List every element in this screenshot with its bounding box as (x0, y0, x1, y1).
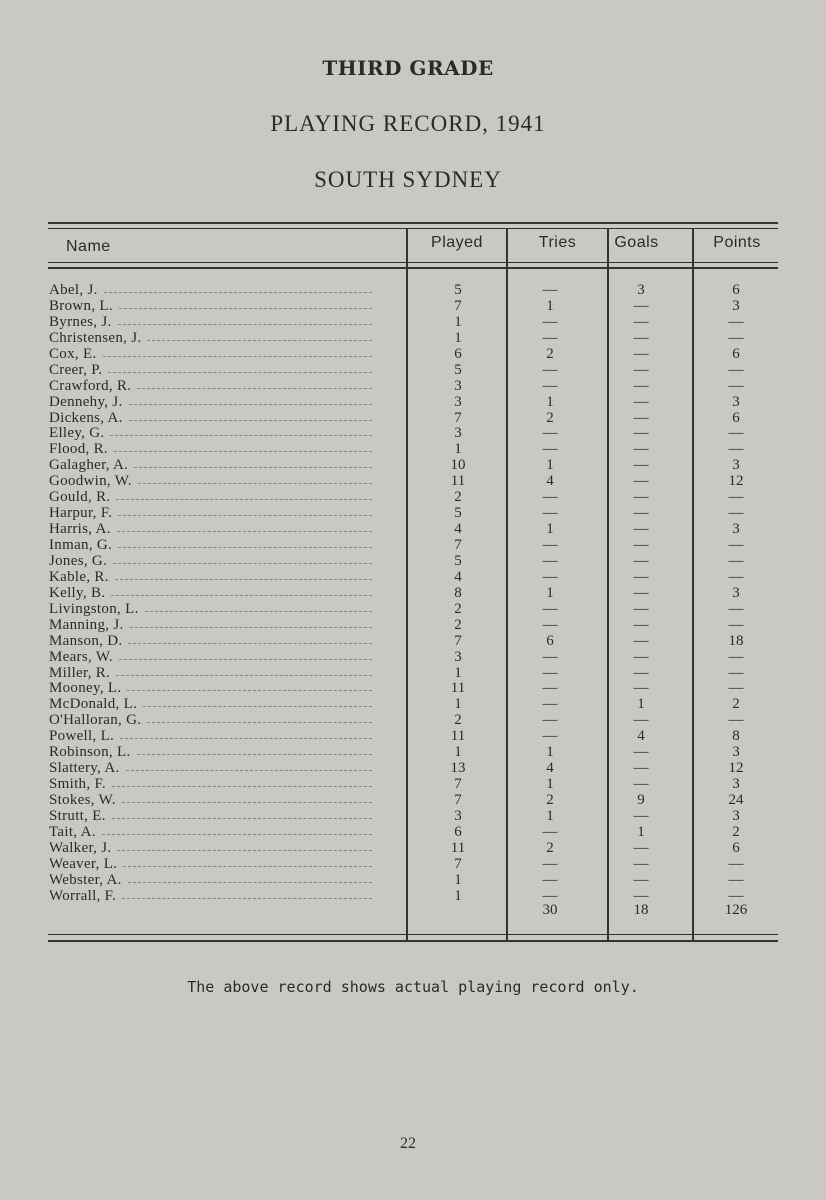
goals-cell: — (633, 393, 649, 410)
table-row (0, 458, 826, 474)
table-row (0, 522, 826, 538)
tries-cell: 1 (546, 776, 554, 793)
dotted-leader (104, 292, 372, 293)
record-title: PLAYING RECORD, 1941 (270, 111, 546, 136)
player-name: Tait, A. (49, 823, 96, 840)
table-row (0, 586, 826, 602)
header-points: Points (713, 234, 761, 251)
total-tries: 30 (542, 902, 558, 918)
player-name: Miller, R. (49, 664, 111, 681)
dotted-leader (110, 435, 372, 436)
goals-cell: — (633, 473, 649, 490)
tries-cell: 2 (546, 345, 554, 362)
points-cell: — (728, 855, 744, 872)
played-cell: 1 (454, 887, 462, 904)
played-cell: 1 (454, 744, 462, 761)
dotted-leader (118, 515, 372, 516)
tries-cell: 1 (546, 584, 554, 601)
player-name: Kable, R. (49, 568, 109, 585)
table-row (0, 538, 826, 554)
dotted-leader (145, 611, 372, 612)
dotted-leader (114, 451, 372, 452)
played-cell: 1 (454, 313, 462, 330)
club-title: SOUTH SYDNEY (314, 167, 502, 192)
played-cell: 2 (454, 600, 462, 617)
table-row (0, 379, 826, 395)
tries-cell: — (542, 313, 558, 330)
player-name: Harris, A. (49, 521, 111, 538)
table-row (0, 745, 826, 761)
player-name: Livingston, L. (49, 600, 139, 617)
player-name: Elley, G. (49, 425, 105, 442)
dotted-leader (117, 850, 372, 851)
played-cell: 3 (454, 425, 462, 442)
tries-cell: 1 (546, 297, 554, 314)
table-row (0, 299, 826, 315)
player-name: Strutt, E. (49, 807, 106, 824)
total-goals: 18 (633, 902, 649, 918)
played-cell: 5 (454, 505, 462, 522)
goals-cell: — (633, 648, 649, 665)
goals-cell: — (633, 537, 649, 553)
player-name: Kelly, B. (49, 584, 106, 601)
tries-cell: 1 (546, 744, 554, 761)
played-cell: 11 (450, 839, 466, 856)
tries-cell: — (542, 377, 558, 394)
goals-cell: — (633, 887, 649, 904)
tries-cell: 1 (546, 457, 554, 474)
dotted-leader (128, 643, 372, 644)
goals-cell: 9 (637, 792, 645, 808)
played-cell: 4 (454, 568, 462, 585)
played-cell: 2 (454, 489, 462, 506)
player-name: Harpur, F. (49, 505, 113, 522)
table-row (0, 713, 826, 729)
goals-cell: — (633, 489, 649, 506)
tries-cell: — (542, 537, 558, 553)
header-goals: Goals (614, 234, 659, 251)
player-name: Brown, L. (49, 297, 113, 314)
player-name: Walker, J. (49, 839, 112, 856)
played-cell: 7 (454, 855, 462, 872)
dotted-leader (143, 706, 372, 707)
points-cell: 6 (732, 282, 740, 298)
played-cell: 11 (450, 473, 466, 490)
goals-cell: — (633, 855, 649, 872)
tries-cell: — (542, 648, 558, 665)
dotted-leader (111, 595, 372, 596)
points-cell: 2 (732, 696, 740, 713)
dotted-leader (129, 420, 372, 421)
player-name: Smith, F. (49, 776, 106, 793)
table-row (0, 809, 826, 825)
dotted-leader (118, 324, 372, 325)
player-name: Weaver, L. (49, 855, 118, 872)
goals-cell: — (633, 361, 649, 378)
played-cell: 7 (454, 297, 462, 314)
header-name: Name (66, 238, 111, 255)
played-cell: 3 (454, 648, 462, 665)
points-cell: — (728, 537, 744, 553)
tries-cell: — (542, 616, 558, 633)
points-cell: 6 (732, 409, 740, 426)
goals-cell: — (633, 744, 649, 761)
played-cell: 11 (450, 680, 466, 697)
tries-cell: — (542, 505, 558, 522)
tries-cell: — (542, 441, 558, 458)
goals-cell: — (633, 664, 649, 681)
table-row (0, 841, 826, 857)
points-cell: 6 (732, 839, 740, 856)
points-cell: — (728, 568, 744, 585)
player-name: Webster, A. (49, 871, 122, 888)
table-row (0, 602, 826, 618)
tries-cell: — (542, 871, 558, 888)
points-cell: 3 (732, 521, 740, 538)
table-top-rule (48, 222, 778, 224)
points-cell: 18 (728, 632, 744, 649)
played-cell: 2 (454, 712, 462, 729)
dotted-leader (119, 659, 372, 660)
tries-cell: — (542, 600, 558, 617)
played-cell: 3 (454, 377, 462, 394)
table-row (0, 666, 826, 682)
goals-cell: — (633, 505, 649, 522)
dotted-leader (103, 356, 372, 357)
played-cell: 6 (454, 823, 462, 840)
points-cell: 3 (732, 457, 740, 474)
played-cell: 7 (454, 776, 462, 793)
tries-cell: 1 (546, 807, 554, 824)
points-cell: 6 (732, 345, 740, 362)
played-cell: 3 (454, 393, 462, 410)
played-cell: 1 (454, 441, 462, 458)
dotted-leader (147, 722, 372, 723)
goals-cell: 3 (637, 282, 645, 298)
goals-cell: — (633, 425, 649, 442)
player-name: Stokes, W. (49, 792, 116, 808)
dotted-leader (123, 866, 372, 867)
goals-cell: — (633, 680, 649, 697)
player-name: Crawford, R. (49, 377, 132, 394)
table-body (0, 283, 826, 905)
goals-cell: — (633, 760, 649, 777)
played-cell: 8 (454, 584, 462, 601)
table-row (0, 777, 826, 793)
points-cell: — (728, 552, 744, 569)
player-name: Cox, E. (49, 345, 97, 362)
points-cell: — (728, 361, 744, 378)
goals-cell: — (633, 568, 649, 585)
goals-cell: — (633, 441, 649, 458)
player-name: McDonald, L. (49, 696, 138, 713)
goals-cell: — (633, 552, 649, 569)
goals-cell: — (633, 839, 649, 856)
points-cell: — (728, 664, 744, 681)
table-row (0, 554, 826, 570)
goals-cell: 4 (637, 728, 645, 745)
played-cell: 5 (454, 282, 462, 298)
played-cell: 4 (454, 521, 462, 538)
points-cell: — (728, 377, 744, 394)
dotted-leader (102, 834, 372, 835)
player-name: Abel, J. (49, 282, 98, 298)
player-name: Manson, D. (49, 632, 123, 649)
player-name: Dickens, A. (49, 409, 123, 426)
points-cell: — (728, 489, 744, 506)
table-row (0, 618, 826, 634)
player-name: Mears, W. (49, 648, 113, 665)
table-row (0, 331, 826, 347)
dotted-leader (113, 563, 372, 564)
points-cell: — (728, 505, 744, 522)
page-number: 22 (400, 1135, 416, 1152)
table-row (0, 347, 826, 363)
table-bottom-rule (48, 940, 778, 942)
goals-cell: — (633, 871, 649, 888)
player-name: Galagher, A. (49, 457, 129, 474)
goals-cell: — (633, 297, 649, 314)
goals-cell: 1 (637, 823, 645, 840)
points-cell: 3 (732, 393, 740, 410)
played-cell: 7 (454, 537, 462, 553)
points-cell: 3 (732, 744, 740, 761)
table-row (0, 315, 826, 331)
dotted-leader (128, 882, 372, 883)
goals-cell: 1 (637, 696, 645, 713)
played-cell: 1 (454, 696, 462, 713)
player-name: Powell, L. (49, 728, 115, 745)
table-row (0, 490, 826, 506)
player-name: Worrall, F. (49, 887, 117, 904)
table-row (0, 395, 826, 411)
player-name: Goodwin, W. (49, 473, 132, 490)
goals-cell: — (633, 345, 649, 362)
table-row (0, 729, 826, 745)
dotted-leader (137, 754, 372, 755)
points-cell: — (728, 871, 744, 888)
table-row (0, 363, 826, 379)
points-cell: 3 (732, 584, 740, 601)
tries-cell: 1 (546, 393, 554, 410)
dotted-leader (134, 467, 372, 468)
tries-cell: — (542, 823, 558, 840)
goals-cell: — (633, 377, 649, 394)
dotted-leader (116, 675, 372, 676)
points-cell: 12 (728, 473, 744, 490)
table-row (0, 697, 826, 713)
goals-cell: — (633, 329, 649, 346)
points-cell: 8 (732, 728, 740, 745)
tries-cell: 2 (546, 792, 554, 808)
player-name: Inman, G. (49, 537, 113, 553)
dotted-leader (108, 372, 372, 373)
tries-cell: — (542, 425, 558, 442)
player-name: Christensen, J. (49, 329, 142, 346)
points-cell: — (728, 616, 744, 633)
table-bottom-rule-thin (48, 934, 778, 935)
tries-cell: — (542, 664, 558, 681)
points-cell: 2 (732, 823, 740, 840)
dotted-leader (112, 786, 372, 787)
points-cell: 12 (728, 760, 744, 777)
table-row (0, 793, 826, 809)
tries-cell: — (542, 712, 558, 729)
dotted-leader (130, 627, 372, 628)
table-top-rule-thin (48, 228, 778, 229)
played-cell: 7 (454, 409, 462, 426)
goals-cell: — (633, 616, 649, 633)
tries-cell: 6 (546, 632, 554, 649)
tries-cell: — (542, 329, 558, 346)
tries-cell: — (542, 680, 558, 697)
table-row (0, 570, 826, 586)
tries-cell: — (542, 696, 558, 713)
player-name: Creer, P. (49, 361, 103, 378)
player-name: Robinson, L. (49, 744, 131, 761)
tries-cell: — (542, 489, 558, 506)
played-cell: 5 (454, 552, 462, 569)
dotted-leader (115, 579, 372, 580)
player-name: O'Halloran, G. (49, 712, 142, 729)
table-row (0, 825, 826, 841)
dotted-leader (112, 818, 372, 819)
table-row (0, 442, 826, 458)
played-cell: 1 (454, 871, 462, 888)
tries-cell: 2 (546, 409, 554, 426)
goals-cell: — (633, 584, 649, 601)
table-row (0, 681, 826, 697)
tries-cell: — (542, 855, 558, 872)
table-row (0, 634, 826, 650)
played-cell: 2 (454, 616, 462, 633)
total-points: 126 (724, 902, 748, 918)
footnote: The above record shows actual playing record only. (187, 978, 639, 996)
tries-cell: — (542, 887, 558, 904)
tries-cell: — (542, 282, 558, 298)
table-row (0, 283, 826, 299)
tries-cell: — (542, 728, 558, 745)
tries-cell: — (542, 361, 558, 378)
table-row (0, 426, 826, 442)
dotted-leader (122, 898, 372, 899)
player-name: Flood, R. (49, 441, 108, 458)
played-cell: 6 (454, 345, 462, 362)
player-name: Manning, J. (49, 616, 124, 633)
totals-row (0, 902, 826, 922)
player-name: Gould, R. (49, 489, 111, 506)
table-row (0, 506, 826, 522)
player-name: Dennehy, J. (49, 393, 123, 410)
points-cell: — (728, 425, 744, 442)
dotted-leader (119, 308, 372, 309)
points-cell: 3 (732, 776, 740, 793)
table-row (0, 650, 826, 666)
table-row (0, 857, 826, 873)
points-cell: — (728, 712, 744, 729)
goals-cell: — (633, 313, 649, 330)
tries-cell: — (542, 568, 558, 585)
played-cell: 10 (450, 457, 466, 474)
dotted-leader (127, 690, 372, 691)
dotted-leader (138, 483, 372, 484)
dotted-leader (118, 547, 372, 548)
dotted-leader (137, 388, 372, 389)
tries-cell: 2 (546, 839, 554, 856)
goals-cell: — (633, 600, 649, 617)
played-cell: 13 (450, 760, 466, 777)
goals-cell: — (633, 776, 649, 793)
goals-cell: — (633, 632, 649, 649)
tries-cell: 1 (546, 521, 554, 538)
grade-title: THIRD GRADE (322, 56, 494, 80)
goals-cell: — (633, 521, 649, 538)
points-cell: — (728, 600, 744, 617)
goals-cell: — (633, 409, 649, 426)
table-row (0, 474, 826, 490)
table-row (0, 411, 826, 427)
played-cell: 3 (454, 807, 462, 824)
goals-cell: — (633, 457, 649, 474)
played-cell: 11 (450, 728, 466, 745)
table-row (0, 873, 826, 889)
tries-cell: 4 (546, 473, 554, 490)
played-cell: 5 (454, 361, 462, 378)
table-row (0, 761, 826, 777)
dotted-leader (147, 340, 372, 341)
played-cell: 1 (454, 329, 462, 346)
dotted-leader (117, 531, 372, 532)
player-name: Slattery, A. (49, 760, 120, 777)
points-cell: 24 (728, 792, 744, 808)
dotted-leader (120, 738, 372, 739)
dotted-leader (126, 770, 372, 771)
dotted-leader (129, 404, 372, 405)
header-bottom-rule-thin (48, 262, 778, 263)
points-cell: 3 (732, 807, 740, 824)
points-cell: — (728, 441, 744, 458)
points-cell: — (728, 648, 744, 665)
points-cell: — (728, 313, 744, 330)
dotted-leader (116, 499, 372, 500)
points-cell: — (728, 329, 744, 346)
tries-cell: 4 (546, 760, 554, 777)
player-name: Mooney, L. (49, 680, 122, 697)
points-cell: 3 (732, 297, 740, 314)
played-cell: 7 (454, 632, 462, 649)
tries-cell: — (542, 552, 558, 569)
points-cell: — (728, 887, 744, 904)
goals-cell: — (633, 712, 649, 729)
played-cell: 7 (454, 792, 462, 808)
header-played: Played (431, 234, 483, 251)
played-cell: 1 (454, 664, 462, 681)
points-cell: — (728, 680, 744, 697)
header-tries: Tries (538, 234, 577, 251)
player-name: Byrnes, J. (49, 313, 112, 330)
goals-cell: — (633, 807, 649, 824)
player-name: Jones, G. (49, 552, 108, 569)
header-bottom-rule (48, 267, 778, 269)
dotted-leader (122, 802, 372, 803)
